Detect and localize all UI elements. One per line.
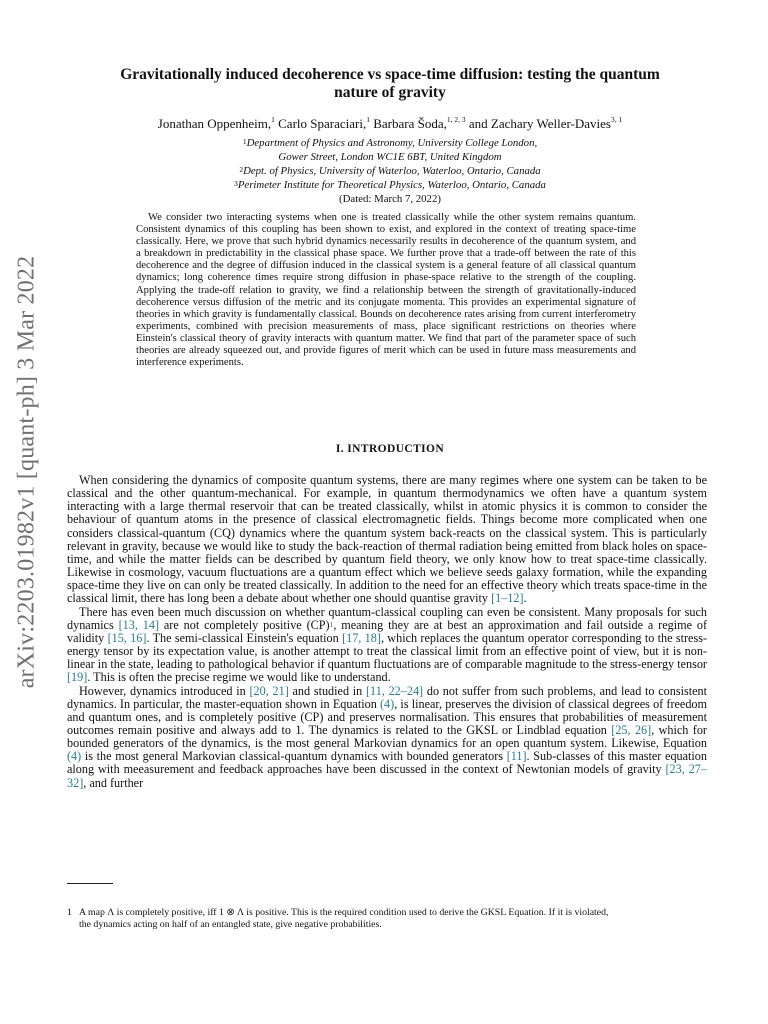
author-list — [70, 116, 710, 132]
introduction-body — [67, 474, 707, 790]
author-weller-davies-affil: 3, 1 — [610, 115, 623, 124]
footnote-line-2: the dynamics acting on half of an entangled state, give negative probabilities. — [79, 919, 382, 930]
affiliation-1: $^1$Department of Physics and Astronomy, University College London, — [242, 137, 538, 149]
footnote-number: 1 — [67, 907, 72, 918]
footnote-1 — [67, 907, 707, 931]
citation-link[interactable]: [11, 22–24] — [366, 683, 424, 698]
affiliation-1-address: Gower Street, London WC1E 6BT, United Kingdom — [278, 151, 502, 163]
citation-link[interactable]: [17, 18] — [342, 630, 381, 645]
arxiv-identifier-stamp — [10, 255, 44, 689]
affiliation-3: $^3$Perimeter Institute for Theoretical Physics, Waterloo, Ontario, Canada — [234, 179, 546, 191]
citation-link[interactable]: [19] — [67, 670, 88, 685]
section-heading-introduction: I. INTRODUCTION — [335, 443, 445, 455]
author-oppenheim-affil: 1 — [271, 115, 275, 124]
equation-reference-link[interactable]: (4) — [380, 696, 395, 711]
affiliations — [70, 136, 710, 206]
citation-link[interactable]: [23, 27–32] — [67, 762, 707, 790]
citation-link[interactable]: [20, 21] — [249, 683, 289, 698]
citation-link[interactable]: [1–12] — [491, 591, 524, 606]
affiliation-2: $^2$Dept. of Physics, University of Waterloo, Waterloo, Ontario, Canada — [239, 165, 541, 177]
paper-title-line-1: Gravitationally induced decoherence vs space-time diffusion: testing the quantum — [120, 66, 660, 83]
footnote-marker[interactable]: 1 — [329, 619, 334, 629]
author-soda: Barbara Šoda, — [369, 116, 447, 131]
paper-title-line-2: nature of gravity — [334, 84, 446, 101]
paper-title — [70, 66, 710, 102]
footnote-line-1: 1 A map Λ is completely positive, iff 1 ⊗ Λ is positive. This is the required condition used to derive the GKSL Equation. If it is violated, — [67, 907, 609, 918]
paragraph-2: There has even been much discussion on whether quantum-classical coupling can even be consistent. Many proposals for such dynamics [13, 14] are not completely positive (CP)$^1$, meaning they are at best an approximation and fail outside a regime of validity [15, 16]. The semi-classical Einstein's equation [17, 18], which replaces the quantum operator corresponding to the stress-energy tensor by its expectation value, is another attempt to treat the classical limit from an effective point of view, but it is non-linear in the state, leading to pathological behavior if quantum fluctuations are of comparable magnitude to the stress-energy tensor [19]. This is often the precise regime we would like to understand. — [67, 604, 708, 685]
citation-link[interactable]: [13, 14] — [118, 617, 160, 632]
author-soda-affil: 1, 2, 3 — [446, 115, 466, 124]
citation-link[interactable]: [11] — [506, 749, 527, 764]
equation-reference-link[interactable]: (4) — [67, 749, 82, 764]
abstract-text: We consider two interacting systems when one is treated classically while the other system remains quantum. Consistent dynamics of this coupling has been shown to exist, and explored in the context of treating space-time classically. Here, we prove that such hybrid dynamics necessarily results in decoherence of the quantum system, and a breakdown in predictability in the classical phase space. We further prove that a trade-off between the rate of this decoherence and the degree of diffusion induced in the classical system is a general feature of all classical quantum dynamics; long coherence times require strong diffusion in phase-space relative to the strength of the coupling. Applying the trade-off relation to gravity, we find a relationship between the strength of gravitationally-induced decoherence versus diffusion of the metric and its conjugate momenta. This provides an experimental signature of theories in which gravity is fundamentally classical. Bounds on decoherence rates arising from current interferometry experiments, combined with precision measurements of mass, place significant restrictions on theories where Einstein's classical theory of gravity interacts with quantum matter. We find that part of the parameter space of such theories are already squeezed out, and provide figures of merit which can be used in future mass measurements and interference experiments. — [136, 212, 636, 369]
arxiv-identifier-text: arXiv:2203.01982v1 [quant-ph] 3 Mar 2022 — [13, 255, 40, 689]
footnote-divider — [67, 883, 113, 884]
citation-link[interactable]: [15, 16] — [107, 630, 147, 645]
paragraph-3: However, dynamics introduced in [20, 21] and studied in [11, 22–24] do not suffer from such problems, and lead to consistent dynamics. In particular, the master-equation shown in Equation (4), is linear, preserves the division of classical degrees of freedom and quantum ones, and is completely positive (CP) and preserves normalisation. This ensures that probabilities of measurement outcomes remain positive and always add to 1. The dynamics is related to the GKSL or Lindblad equation [25, 26], which for bounded generators of the dynamics, is the most general Markovian dynamics for an open quantum system. Likewise, Equation (4) is the most general Markovian classical-quantum dynamics with bounded generators [11]. Sub-classes of this master equation along with meeasurement and feedback approaches have been discussed in the context of Newtonian models of gravity [23, 27–32], and further — [67, 683, 707, 790]
paragraph-1: When considering the dynamics of composite quantum systems, there are many regimes where one system can be taken to be classical and the other quantum-mechanical. For example, in quantum thermodynamics we often have a quantum system interacting with a large thermal reservoir that can be treated classically, whilst in atomic physics it is common to consider the behaviour of quantum atoms in the presence of classical electromagnetic fields. Things become more complicated when one considers classical-quantum (CQ) dynamics where the quantum system back-reacts on the classical system. This is particularly relevant in gravity, because we would like to study the back-reaction of thermal radiation being emitted from black holes on space-time, and while the matter fields can be described by quantum field theory, we only know how to treat space-time classically. Likewise in cosmology, vacuum fluctuations are a quantum effect which we believe seeds galaxy formation, while the expanding space-time they live on can only be treated classically. In addition to the need for an effective theory which treats space-time in the classical limit, there has long been a debate about whether one should quantise gravity [1–12]. — [67, 473, 707, 606]
date-line: (Dated: March 7, 2022) — [339, 193, 441, 205]
author-oppenheim: Jonathan Oppenheim, — [157, 116, 272, 131]
citation-link[interactable]: [25, 26] — [611, 722, 652, 737]
author-sparaciari: Carlo Sparaciari, — [274, 116, 367, 131]
author-sparaciari-affil: 1 — [366, 115, 370, 124]
abstract — [136, 212, 636, 369]
author-weller-davies: and Zachary Weller-Davies — [465, 116, 611, 131]
